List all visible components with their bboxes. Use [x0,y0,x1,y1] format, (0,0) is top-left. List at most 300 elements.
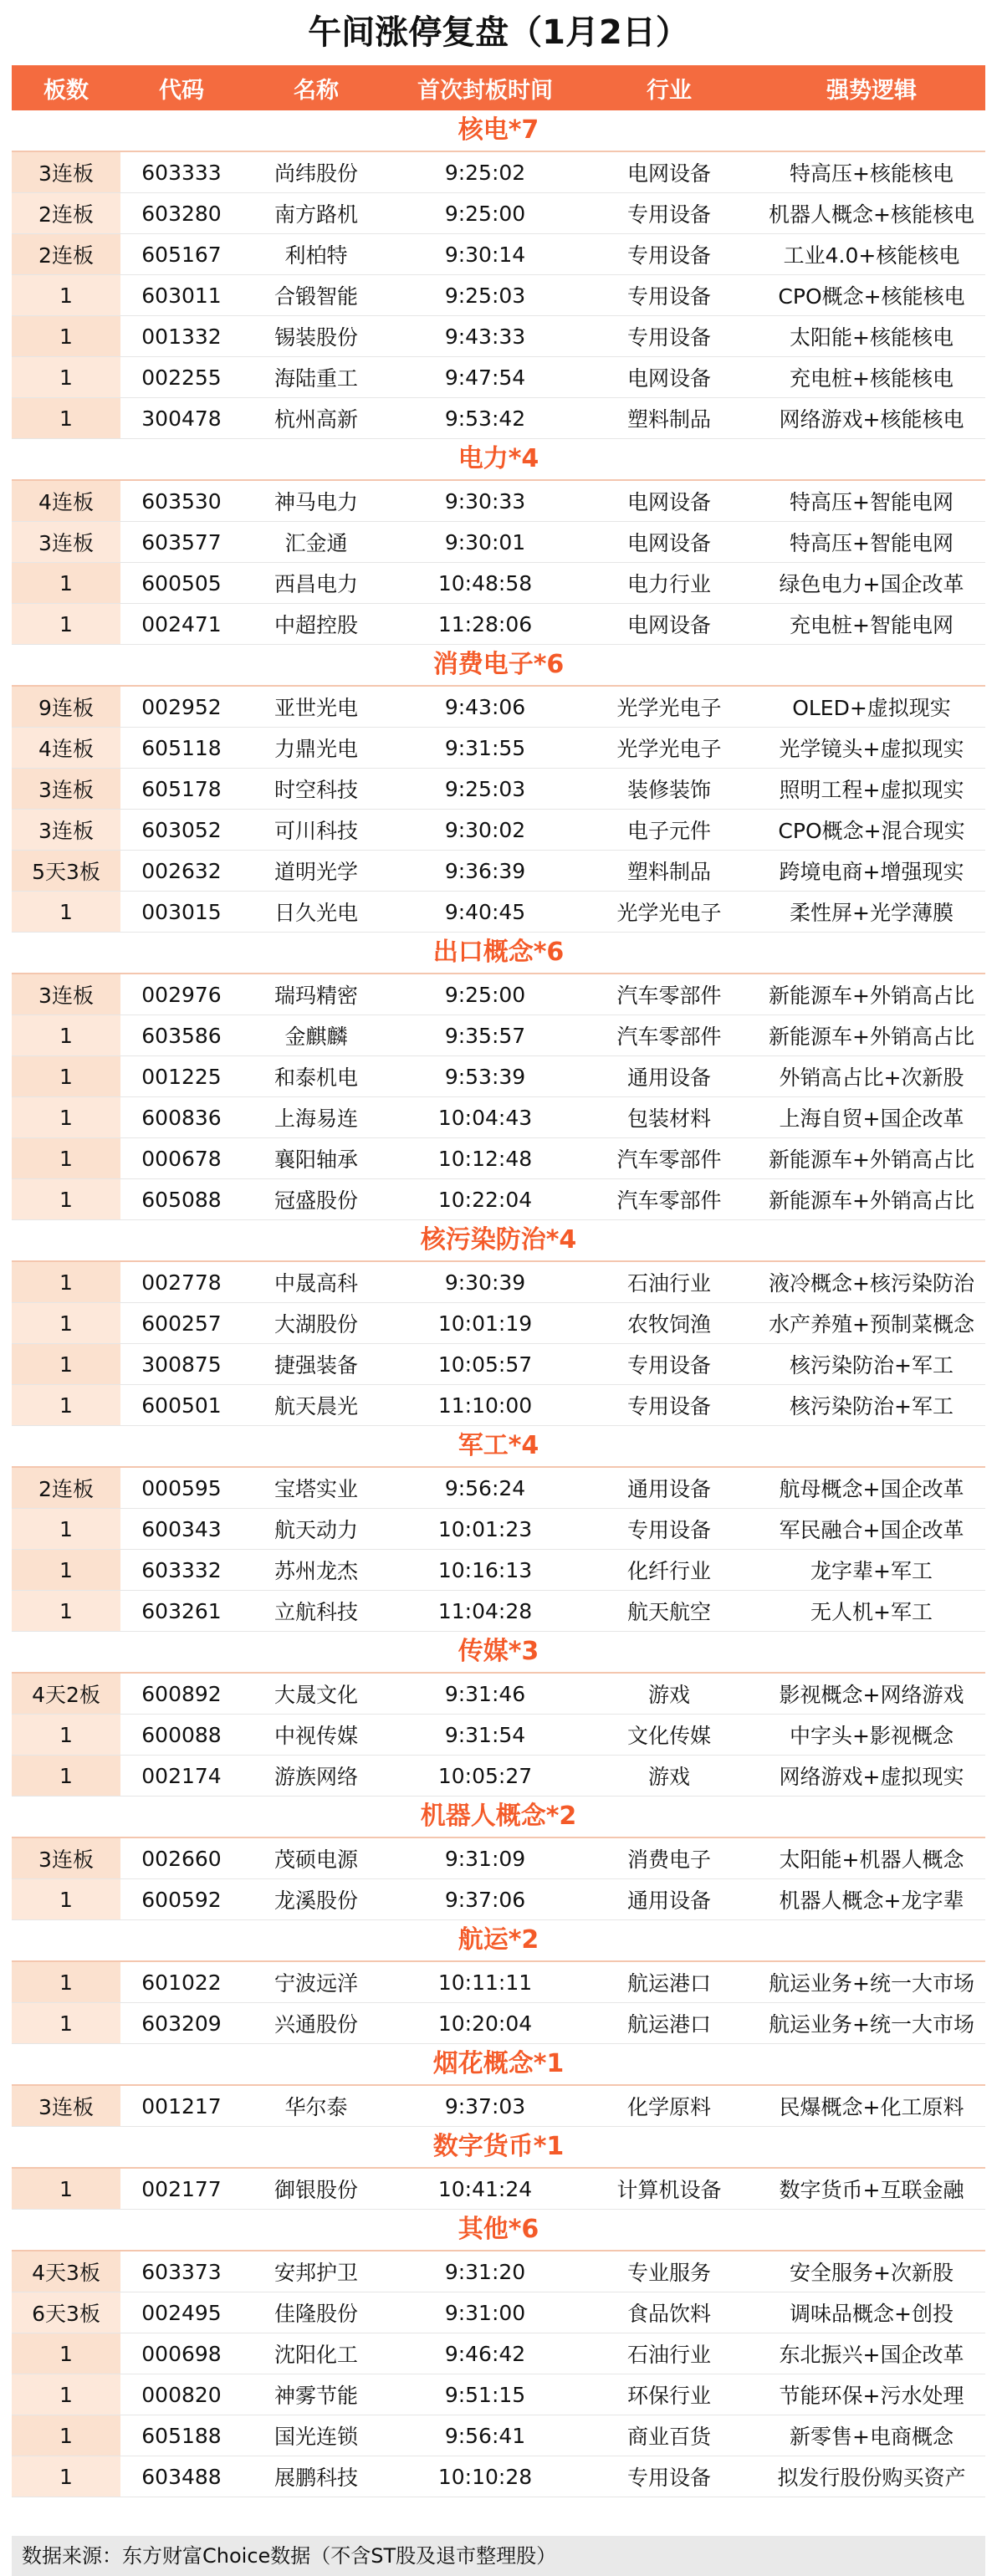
cell-code: 603261 [141,1598,222,1623]
cell-stock-name: 合锻智能 [274,284,358,309]
cell-stock-name: 时空科技 [274,778,358,802]
cell-strength-logic: 新能源车+外销高占比 [769,1147,974,1172]
cell-industry: 游戏 [647,1765,690,1789]
cell-stock-name: 神马电力 [274,490,358,514]
cell-board-count: 2连板 [12,1468,120,1508]
cell-board-count: 1 [12,892,120,932]
cell-strength-logic: 照明工程+虚拟现实 [779,778,964,802]
sector-title: 其他*6 [12,2210,985,2251]
cell-industry: 装修装饰 [626,778,711,802]
cell-code: 603280 [141,201,222,226]
cell-first-seal-time: 9:25:00 [444,982,526,1007]
cell-stock-name: 可川科技 [274,819,358,843]
cell-first-seal-time: 9:25:03 [444,776,526,801]
cell-stock-name: 中视传媒 [274,1724,358,1748]
cell-strength-logic: 跨境电商+增强现实 [779,860,964,884]
cell-strength-logic: 拟发行股份购买资产 [777,2466,966,2490]
cell-board-count: 4天2板 [12,1674,120,1714]
cell-board-count: 1 [12,1591,120,1631]
cell-board-count: 3连板 [12,974,120,1015]
cell-code: 300875 [141,1352,222,1377]
cell-industry: 化纤行业 [626,1559,711,1583]
cell-code: 603373 [141,2259,222,2284]
cell-first-seal-time: 9:43:33 [444,324,526,349]
table-row [12,1550,985,1591]
cell-code: 000698 [141,2341,222,2366]
cell-board-count: 4连板 [12,481,120,521]
table-row [12,974,985,1015]
cell-code: 603052 [141,817,222,842]
table-row [12,604,985,645]
cell-industry: 化学原料 [626,2095,711,2119]
cell-board-count: 3连板 [12,810,120,850]
cell-stock-name: 华尔泰 [284,2095,348,2119]
cell-first-seal-time: 9:43:06 [444,694,526,719]
cell-strength-logic: 网络游戏+虚拟现实 [779,1765,964,1789]
cell-industry: 环保行业 [626,2384,711,2408]
cell-code: 002174 [141,1763,222,1788]
cell-first-seal-time: 9:30:01 [444,529,526,555]
cell-board-count: 1 [12,1303,120,1343]
cell-first-seal-time: 9:37:06 [444,1887,526,1912]
cell-strength-logic: 特高压+核能核电 [790,161,954,186]
cell-industry: 光学光电子 [616,737,722,761]
table-row [12,1879,985,1920]
cell-industry: 汽车零部件 [616,1147,722,1172]
sector-section [12,645,985,933]
cell-code: 001332 [141,324,222,349]
cell-stock-name: 汇金通 [284,531,348,555]
cell-first-seal-time: 9:30:14 [444,242,526,267]
cell-first-seal-time: 9:56:24 [444,1475,526,1500]
cell-board-count: 5天3板 [12,851,120,891]
cell-stock-name: 安邦护卫 [274,2261,358,2285]
cell-industry: 电子元件 [626,819,711,843]
cell-board-count: 1 [12,1962,120,2002]
cell-first-seal-time: 9:31:09 [444,1846,526,1871]
table-row [12,481,985,522]
cell-code: 603332 [141,1557,222,1582]
cell-stock-name: 亚世光电 [274,696,358,720]
cell-strength-logic: 节能环保+污水处理 [779,2384,964,2408]
cell-industry: 石油行业 [626,1271,711,1296]
cell-stock-name: 大晟文化 [274,1683,358,1707]
cell-strength-logic: 东北振兴+国企改革 [779,2343,964,2367]
cell-code: 605178 [141,776,222,801]
sector-title: 烟花概念*1 [12,2044,985,2086]
cell-code: 002660 [141,1846,222,1871]
table-row [12,687,985,728]
table-row [12,769,985,810]
cell-industry: 塑料制品 [626,407,711,432]
cell-industry: 专业服务 [626,2261,711,2285]
cell-board-count: 1 [12,1509,120,1549]
cell-first-seal-time: 9:30:02 [444,817,526,842]
cell-stock-name: 中晟高科 [274,1271,358,1296]
cell-code: 600088 [141,1722,222,1747]
cell-strength-logic: 新零售+电商概念 [790,2425,954,2449]
cell-first-seal-time: 10:10:28 [437,2464,533,2489]
cell-code: 603586 [141,1023,222,1048]
cell-first-seal-time: 10:05:27 [437,1763,533,1788]
cell-strength-logic: 水产养殖+预制菜概念 [769,1312,974,1337]
cell-stock-name: 锡装股份 [274,325,358,350]
cell-industry: 电网设备 [626,613,711,637]
page-title: 午间涨停复盘（1月2日） [308,13,689,52]
cell-code: 300478 [141,406,222,431]
cell-board-count: 1 [12,1756,120,1796]
cell-code: 600343 [141,1516,222,1541]
cell-stock-name: 道明光学 [274,860,358,884]
cell-strength-logic: 中字头+影视概念 [790,1724,954,1748]
table-row [12,152,985,193]
cell-strength-logic: 光学镜头+虚拟现实 [779,737,964,761]
cell-code: 002495 [141,2300,222,2325]
cell-strength-logic: CPO概念+核能核电 [778,284,965,309]
cell-code: 001217 [141,2093,222,2119]
cell-industry: 汽车零部件 [616,984,722,1008]
cell-code: 002976 [141,982,222,1007]
cell-industry: 光学光电子 [616,901,722,925]
cell-code: 600592 [141,1887,222,1912]
cell-strength-logic: 太阳能+机器人概念 [779,1848,964,1872]
cell-first-seal-time: 9:25:00 [444,201,526,226]
cell-stock-name: 中超控股 [274,613,358,637]
cell-strength-logic: 影视概念+网络游戏 [779,1683,964,1707]
header-code: 代码 [159,77,204,104]
table-header [12,65,985,110]
cell-code: 002255 [141,365,222,390]
cell-stock-name: 宝塔实业 [274,1477,358,1501]
cell-industry: 通用设备 [626,1066,711,1090]
cell-stock-name: 苏州龙杰 [274,1559,358,1583]
cell-stock-name: 瑞玛精密 [274,984,358,1008]
cell-industry: 专用设备 [626,243,711,268]
cell-board-count: 2连板 [12,234,120,274]
cell-stock-name: 尚纬股份 [274,161,358,186]
sector-section [12,1920,985,2044]
cell-strength-logic: 核污染防治+军工 [790,1394,954,1418]
cell-stock-name: 襄阳轴承 [274,1147,358,1172]
table-row [12,316,985,357]
header-strength-logic: 强势逻辑 [826,77,917,104]
table-row [12,563,985,604]
cell-industry: 专用设备 [626,202,711,227]
sector-title: 核污染防治*4 [12,1220,985,1262]
cell-code: 600836 [141,1105,222,1130]
cell-code: 603577 [141,529,222,555]
cell-code: 000678 [141,1146,222,1171]
cell-strength-logic: 航母概念+国企改革 [779,1477,964,1501]
cell-strength-logic: 机器人概念+龙字辈 [779,1889,964,1913]
cell-stock-name: 国光连锁 [274,2425,358,2449]
cell-board-count: 1 [12,316,120,356]
cell-industry: 农牧饲渔 [626,1312,711,1337]
cell-first-seal-time: 10:20:04 [437,2011,533,2036]
cell-strength-logic: 新能源车+外销高占比 [769,1188,974,1213]
cell-industry: 计算机设备 [616,2178,722,2202]
cell-stock-name: 佳隆股份 [274,2302,358,2326]
cell-stock-name: 茂硕电源 [274,1848,358,1872]
cell-code: 603530 [141,488,222,514]
cell-board-count: 4天3板 [12,2251,120,2292]
cell-industry: 消费电子 [626,1848,711,1872]
cell-strength-logic: 太阳能+核能核电 [790,325,954,350]
cell-industry: 电网设备 [626,490,711,514]
table-row [12,1262,985,1303]
cell-stock-name: 海陆重工 [274,366,358,391]
cell-code: 605118 [141,735,222,760]
cell-board-count: 1 [12,1550,120,1590]
cell-stock-name: 航天动力 [274,1518,358,1542]
sector-section [12,1797,985,1920]
cell-first-seal-time: 9:53:39 [444,1064,526,1089]
cell-code: 601022 [141,1970,222,1995]
table-row [12,1097,985,1138]
cell-stock-name: 南方路机 [274,202,358,227]
sector-section [12,110,985,439]
cell-industry: 石油行业 [626,2343,711,2367]
cell-code: 002778 [141,1270,222,1295]
table-row [12,1715,985,1756]
cell-first-seal-time: 9:30:39 [444,1270,526,1295]
cell-strength-logic: 上海自贸+国企改革 [779,1107,964,1131]
cell-first-seal-time: 9:35:57 [444,1023,526,1048]
table-row [12,2415,985,2456]
cell-industry: 游戏 [647,1683,690,1707]
table-row [12,1674,985,1715]
table-row [12,234,985,275]
sector-section [12,1426,985,1632]
table-row [12,1056,985,1097]
cell-board-count: 1 [12,563,120,603]
header-first-seal-time: 首次封板时间 [417,77,553,104]
cell-stock-name: 神雾节能 [274,2384,358,2408]
cell-industry: 通用设备 [626,1477,711,1501]
table-row [12,851,985,892]
cell-code: 603011 [141,283,222,308]
cell-strength-logic: OLED+虚拟现实 [792,696,951,720]
cell-strength-logic: 调味品概念+创投 [790,2302,954,2326]
sector-title: 传媒*3 [12,1632,985,1674]
cell-stock-name: 捷强装备 [274,1353,358,1377]
cell-industry: 食品饮料 [626,2302,711,2326]
cell-stock-name: 龙溪股份 [274,1889,358,1913]
cell-stock-name: 杭州高新 [274,407,358,432]
cell-first-seal-time: 11:28:06 [437,611,533,636]
cell-first-seal-time: 11:10:00 [437,1393,533,1418]
cell-code: 600505 [141,570,222,595]
table-row [12,1509,985,1550]
cell-industry: 电网设备 [626,366,711,391]
cell-board-count: 1 [12,1262,120,1302]
cell-code: 002952 [141,694,222,719]
cell-board-count: 3连板 [12,1838,120,1878]
cell-board-count: 1 [12,1097,120,1137]
header-industry: 行业 [647,77,692,104]
sector-section [12,439,985,645]
table-row [12,892,985,933]
cell-strength-logic: 特高压+智能电网 [790,531,954,555]
table-row [12,1756,985,1797]
cell-industry: 航运港口 [626,1971,711,1996]
cell-board-count: 1 [12,398,120,438]
cell-board-count: 1 [12,1056,120,1096]
sector-title: 机器人概念*2 [12,1797,985,1838]
cell-strength-logic: 新能源车+外销高占比 [769,984,974,1008]
cell-first-seal-time: 9:53:42 [444,406,526,431]
sections-container [0,110,997,2497]
cell-code: 605167 [141,242,222,267]
table-row [12,2333,985,2374]
cell-first-seal-time: 9:36:39 [444,858,526,883]
sector-title: 核电*7 [12,110,985,152]
cell-first-seal-time: 9:51:15 [444,2382,526,2407]
cell-first-seal-time: 9:56:41 [444,2423,526,2448]
cell-code: 002177 [141,2176,222,2201]
cell-industry: 汽车零部件 [616,1188,722,1213]
cell-industry: 专用设备 [626,325,711,350]
sector-section [12,933,985,1220]
cell-first-seal-time: 10:16:13 [437,1557,533,1582]
cell-industry: 航天航空 [626,1600,711,1624]
cell-board-count: 1 [12,1385,120,1425]
cell-code: 600892 [141,1681,222,1706]
cell-first-seal-time: 10:22:04 [437,1187,533,1212]
cell-strength-logic: 安全服务+次新股 [790,2261,954,2285]
cell-board-count: 1 [12,2456,120,2497]
cell-first-seal-time: 9:25:03 [444,283,526,308]
table-row [12,1179,985,1220]
cell-first-seal-time: 10:04:43 [437,1105,533,1130]
cell-first-seal-time: 9:31:00 [444,2300,526,2325]
cell-strength-logic: 军民融合+国企改革 [779,1518,964,1542]
cell-board-count: 9连板 [12,687,120,727]
cell-stock-name: 游族网络 [274,1765,358,1789]
cell-first-seal-time: 9:31:54 [444,1722,526,1747]
cell-board-count: 3连板 [12,2086,120,2126]
table-row [12,1838,985,1879]
cell-code: 000595 [141,1475,222,1500]
cell-first-seal-time: 9:37:03 [444,2093,526,2119]
cell-board-count: 3连板 [12,769,120,809]
table-row [12,1962,985,2003]
cell-strength-logic: 民爆概念+化工原料 [779,2095,964,2119]
cell-board-count: 3连板 [12,522,120,562]
cell-stock-name: 金麒麟 [284,1025,348,1049]
header-board-count: 板数 [43,77,89,104]
cell-industry: 电网设备 [626,161,711,186]
cell-first-seal-time: 9:31:46 [444,1681,526,1706]
table-row [12,1303,985,1344]
cell-industry: 电网设备 [626,531,711,555]
cell-strength-logic: 核污染防治+军工 [790,1353,954,1377]
cell-first-seal-time: 9:25:02 [444,160,526,185]
cell-code: 003015 [141,899,222,924]
cell-board-count: 1 [12,1179,120,1219]
cell-strength-logic: 无人机+军工 [810,1600,933,1624]
cell-stock-name: 兴通股份 [274,2012,358,2037]
table-row [12,1385,985,1426]
cell-board-count: 1 [12,275,120,315]
cell-code: 001225 [141,1064,222,1089]
sector-title: 军工*4 [12,1426,985,1468]
cell-industry: 专用设备 [626,2466,711,2490]
sector-section [12,2127,985,2210]
cell-strength-logic: 机器人概念+核能核电 [769,202,974,227]
cell-board-count: 1 [12,2415,120,2456]
cell-stock-name: 冠盛股份 [274,1188,358,1213]
cell-strength-logic: 充电桩+核能核电 [790,366,954,391]
cell-board-count: 3连板 [12,152,120,192]
table-row [12,275,985,316]
sector-title: 出口概念*6 [12,933,985,974]
table-row [12,398,985,439]
cell-first-seal-time: 9:30:33 [444,488,526,514]
cell-first-seal-time: 9:46:42 [444,2341,526,2366]
cell-code: 600501 [141,1393,222,1418]
table-row [12,1468,985,1509]
cell-stock-name: 西昌电力 [274,572,358,596]
cell-industry: 塑料制品 [626,860,711,884]
cell-strength-logic: 数字货币+互联金融 [779,2178,964,2202]
cell-stock-name: 日久光电 [274,901,358,925]
cell-first-seal-time: 10:11:11 [437,1970,533,1995]
cell-stock-name: 和泰机电 [274,1066,358,1090]
cell-code: 600257 [141,1311,222,1336]
table-row [12,522,985,563]
cell-strength-logic: 充电桩+智能电网 [790,613,954,637]
table-row [12,2292,985,2333]
cell-code: 603333 [141,160,222,185]
cell-industry: 文化传媒 [626,1724,711,1748]
table-row [12,728,985,769]
cell-strength-logic: 新能源车+外销高占比 [769,1025,974,1049]
cell-industry: 专用设备 [626,284,711,309]
cell-industry: 包装材料 [626,1107,711,1131]
cell-code: 002471 [141,611,222,636]
cell-industry: 专用设备 [626,1394,711,1418]
cell-code: 603488 [141,2464,222,2489]
sector-title: 数字货币*1 [12,2127,985,2169]
cell-first-seal-time: 10:01:19 [437,1311,533,1336]
cell-first-seal-time: 10:41:24 [437,2176,533,2201]
cell-stock-name: 立航科技 [274,1600,358,1624]
cell-strength-logic: 网络游戏+核能核电 [779,407,964,432]
sector-section [12,2210,985,2497]
table-row [12,2251,985,2292]
cell-strength-logic: 工业4.0+核能核电 [783,243,960,268]
sector-section [12,1220,985,1426]
cell-strength-logic: CPO概念+混合现实 [778,819,965,843]
cell-board-count: 1 [12,2003,120,2043]
table-row [12,1015,985,1056]
cell-industry: 汽车零部件 [616,1025,722,1049]
cell-strength-logic: 航运业务+统一大市场 [769,2012,974,2037]
table-row [12,2086,985,2127]
cell-first-seal-time: 10:01:23 [437,1516,533,1541]
cell-stock-name: 大湖股份 [274,1312,358,1337]
cell-stock-name: 沈阳化工 [274,2343,358,2367]
cell-board-count: 1 [12,1879,120,1919]
cell-board-count: 1 [12,2333,120,2374]
cell-code: 002632 [141,858,222,883]
sector-section [12,1632,985,1797]
data-source-footer: 数据来源：东方财富Choice数据（不含ST股及退市整理股） [12,2536,985,2576]
cell-first-seal-time: 9:31:20 [444,2259,526,2284]
cell-industry: 电力行业 [626,572,711,596]
cell-strength-logic: 绿色电力+国企改革 [779,572,964,596]
